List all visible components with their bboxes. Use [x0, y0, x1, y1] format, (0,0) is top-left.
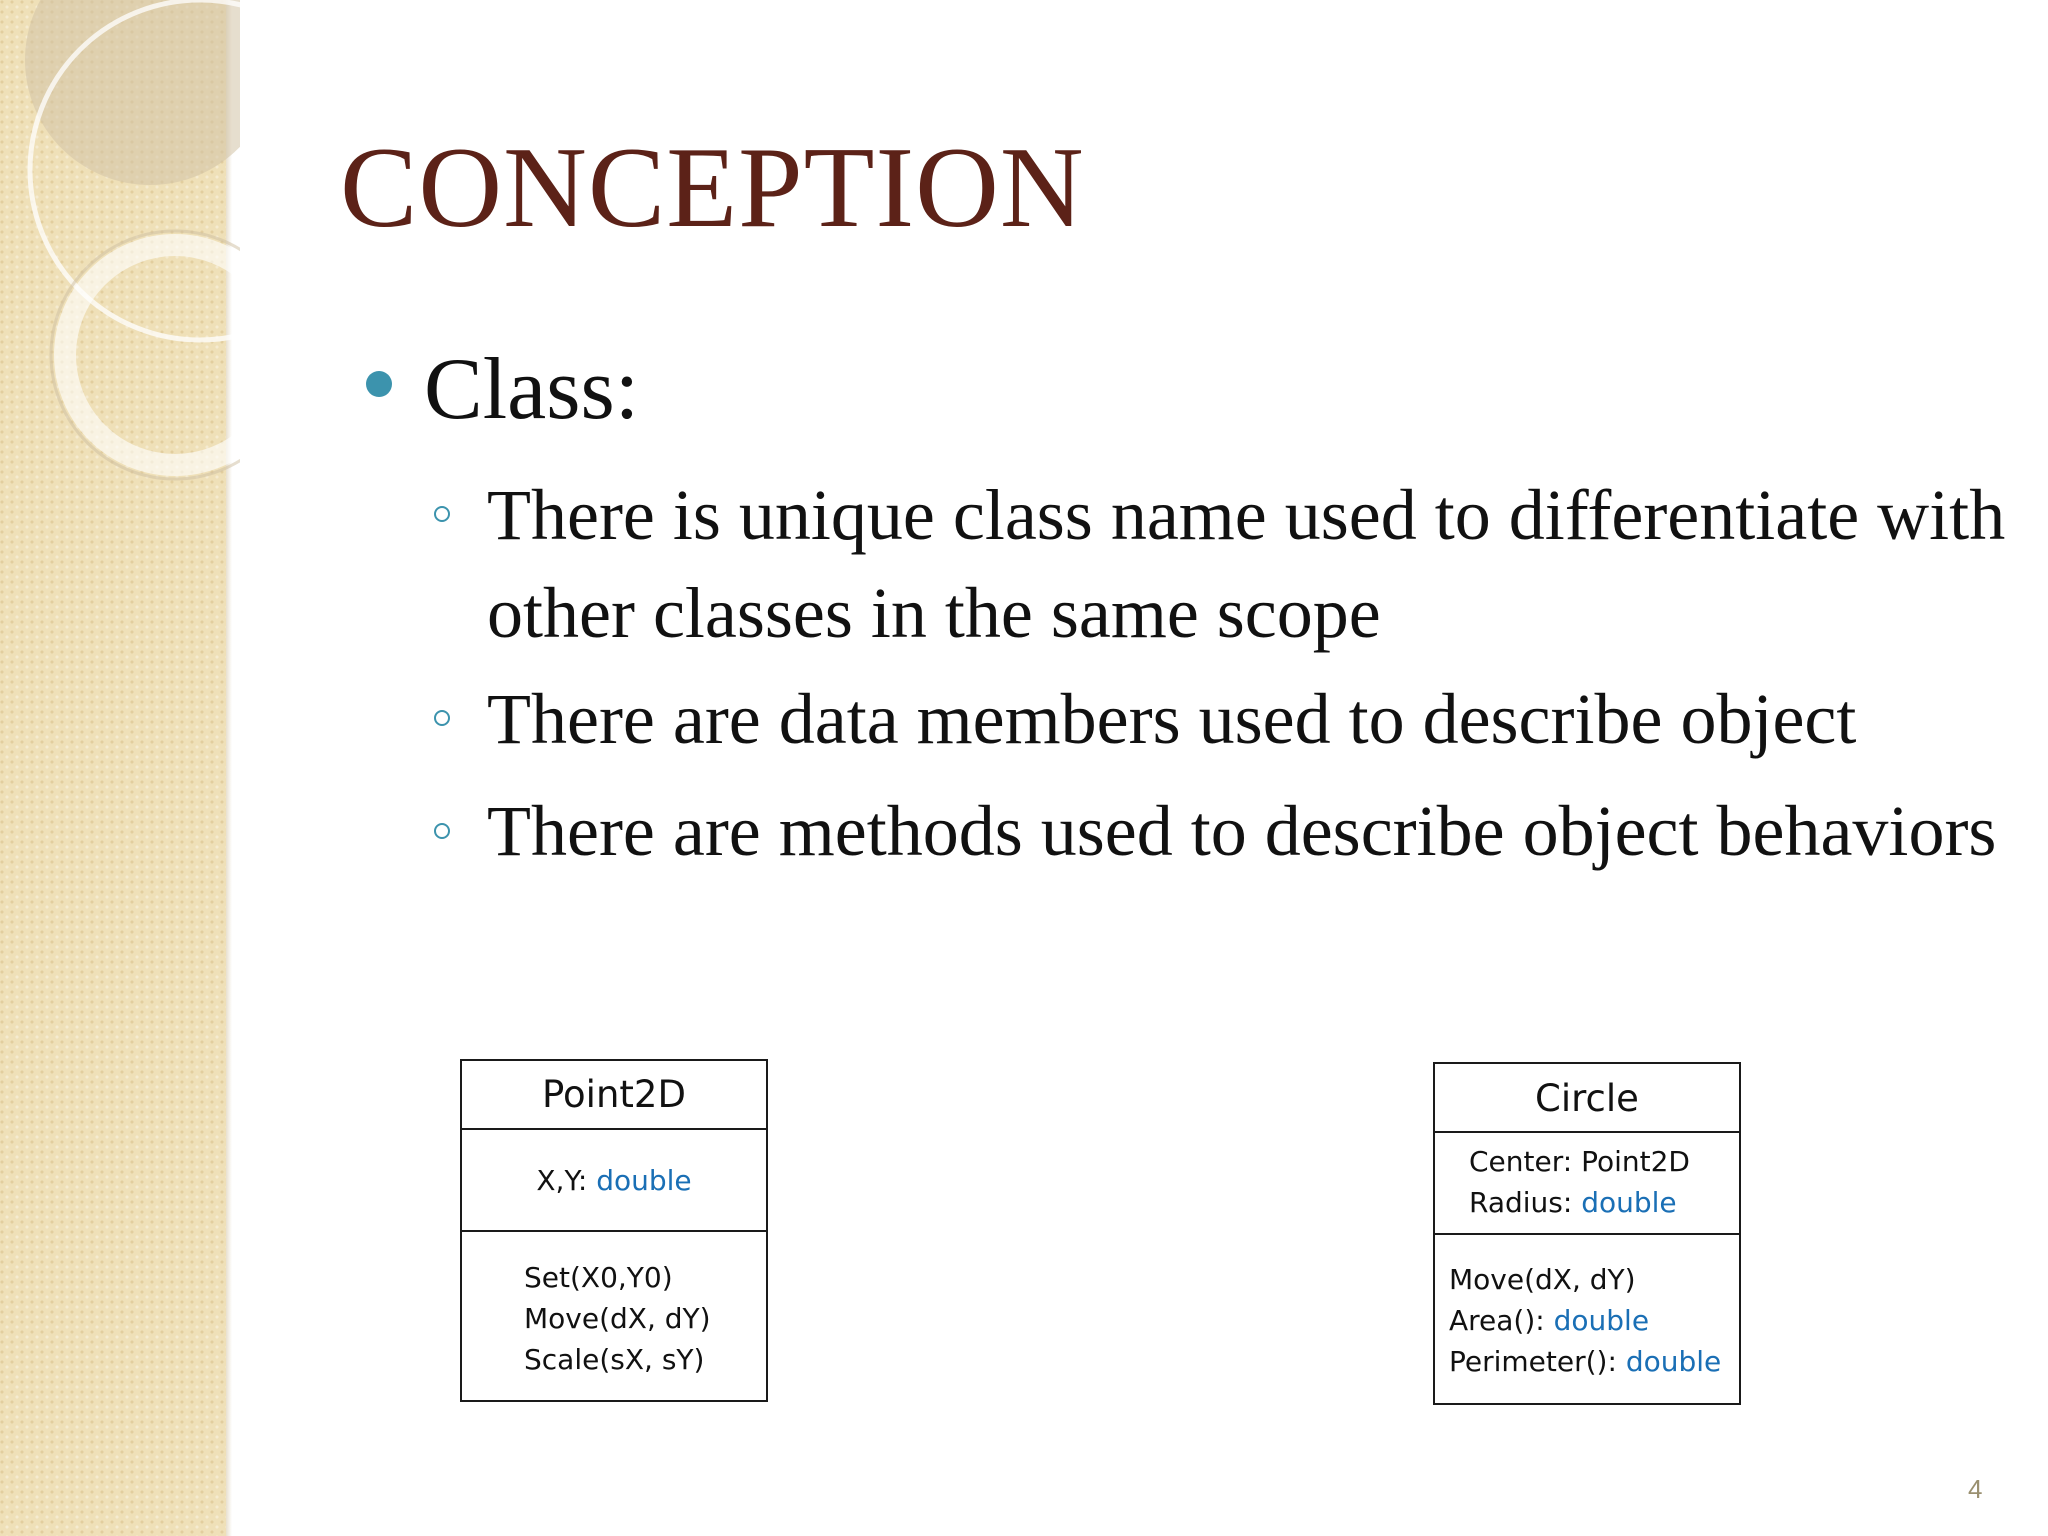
uml-method-line: Set(X0,Y0) — [524, 1261, 673, 1294]
uml-attribute-type: double — [1581, 1186, 1677, 1219]
sub-bullet-2: There are data members used to describe object — [487, 679, 1857, 759]
bullet-dot-icon — [366, 371, 392, 397]
sub-bullet-1: There is unique class name used to differentiate with other classes in the same scope — [487, 475, 2006, 653]
uml-method-line: Move(dX, dY) — [524, 1302, 711, 1335]
uml-method-type: double — [1625, 1345, 1722, 1378]
uml-class-name: Circle — [1535, 1077, 1639, 1120]
sub-bullet-circle-icon — [434, 710, 450, 726]
uml-attribute-line: Center: Point2D — [1469, 1145, 1690, 1178]
sub-bullet-3: There are methods used to describe object behaviors — [487, 791, 1997, 871]
uml-attributes — [1435, 1131, 1739, 1233]
uml-attribute-line — [1469, 1182, 1739, 1223]
uml-class-point2d — [460, 1059, 768, 1402]
uml-method-label: Perimeter(): — [1449, 1345, 1626, 1378]
uml-attribute-label: Radius: — [1469, 1186, 1582, 1219]
bullet-class: Class: — [424, 341, 640, 438]
uml-class-circle — [1433, 1062, 1741, 1405]
uml-method-line: Scale(sX, sY) — [524, 1343, 705, 1376]
uml-attribute-type: double — [596, 1163, 692, 1197]
uml-method-label: Area(): — [1449, 1304, 1554, 1337]
uml-method-line — [1449, 1300, 1739, 1341]
uml-method-type: double — [1553, 1304, 1650, 1337]
page-number: 4 — [1968, 1474, 1983, 1504]
uml-attribute-label: X,Y: — [536, 1163, 597, 1197]
uml-methods — [1435, 1233, 1739, 1402]
slide-title: CONCEPTION — [340, 124, 1085, 252]
uml-class-name: Point2D — [542, 1073, 686, 1116]
uml-methods — [462, 1230, 766, 1399]
uml-method-line — [1449, 1341, 1739, 1382]
uml-attributes — [462, 1128, 766, 1230]
sub-bullet-circle-icon — [434, 823, 450, 839]
uml-attribute-line — [536, 1160, 691, 1201]
sub-bullet-circle-icon — [434, 506, 450, 522]
ring-ornament-icon — [0, 0, 240, 520]
uml-method-line: Move(dX, dY) — [1449, 1263, 1636, 1296]
